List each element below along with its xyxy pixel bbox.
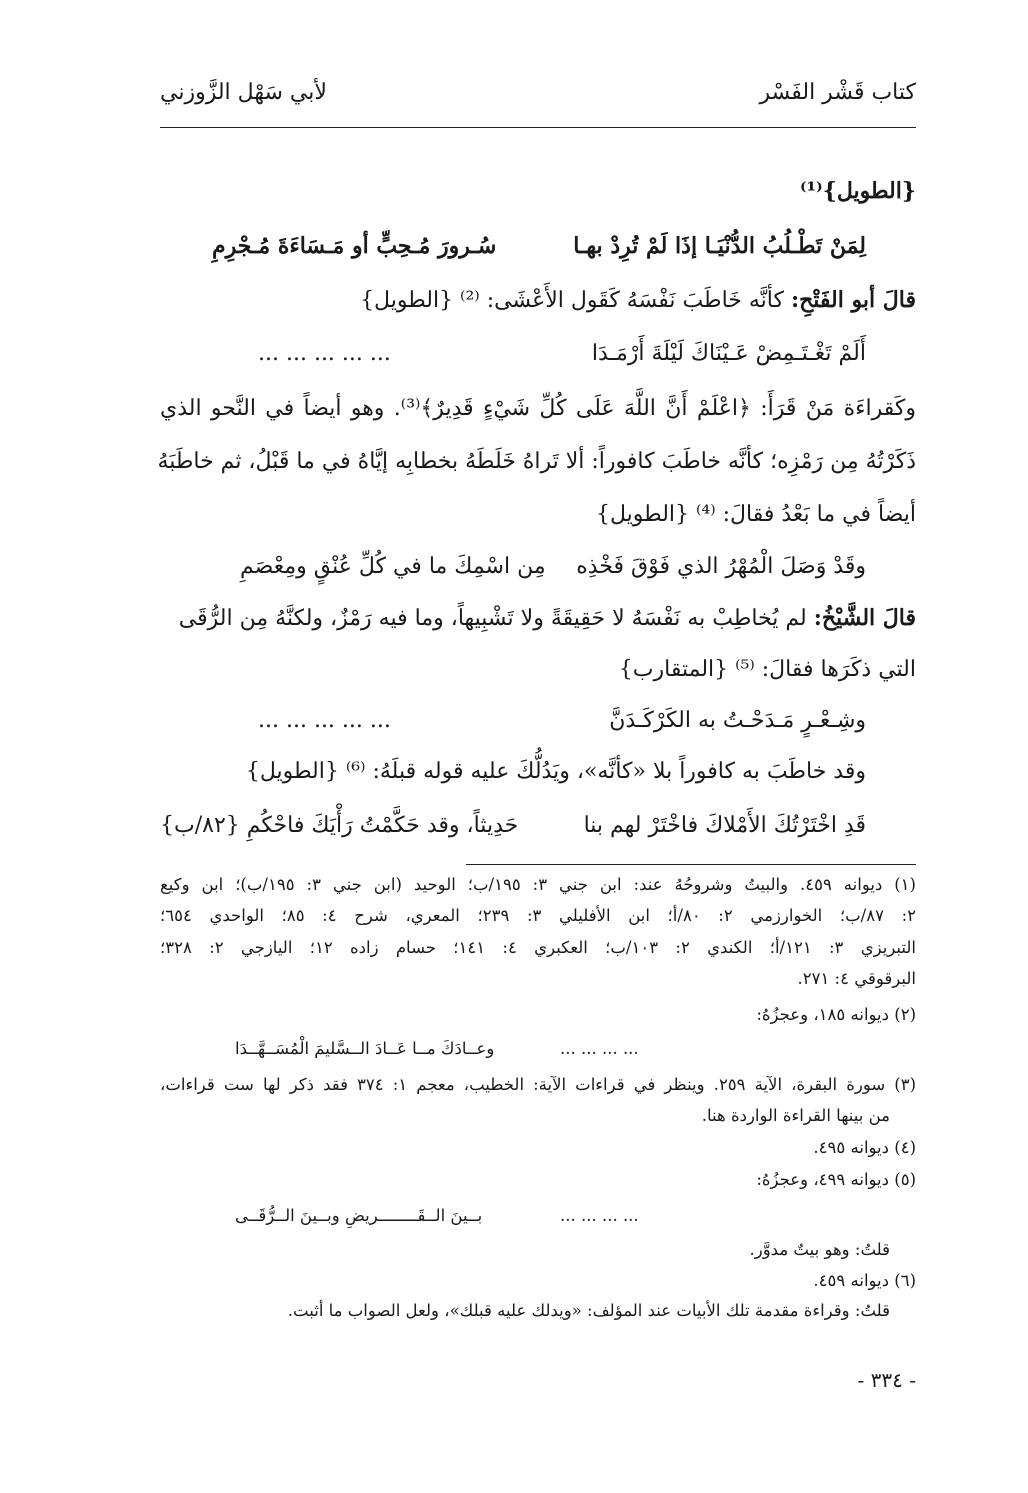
header-rule — [160, 127, 916, 128]
footnote-5-line-2: قلتُ: وهو بيتٌ مدوَّر. — [749, 1240, 890, 1259]
verse-3-first-hemistich: وقَدْ وَصَلَ الْمُهْرُ الذي فَوْقَ فَخْذِه — [576, 554, 866, 579]
footnote-5-verse-second: بــينَ الــقَــــــــريضِ وبــينَ الــرُّقَــى — [235, 1206, 483, 1225]
speaker-label: قالَ الشَّيْخُ: — [813, 605, 916, 631]
kafur-line: وقد خاطَبَ به كافوراً بلا «كأنَّه»، ويَدُلُّكَ عليه قوله قبلَهُ: ⁽⁶⁾ {الطويل} — [245, 759, 866, 784]
speaker-label: قالَ أبو الفَتْحِ: — [790, 287, 916, 313]
verse-3-second-hemistich: مِن اسْمِكَ ما في كُلِّ عُنْقٍ ومِعْصَمِ — [240, 554, 546, 579]
footnote-6-line-2: قلتُ: وقراءة مقدمة تلك الأبيات عند المؤلف: «ويدلك عليه قبلك»، ولعل الصواب ما أثبت. — [287, 1301, 890, 1320]
verse-4-second-hemistich: ... ... ... ... ... — [258, 708, 391, 733]
footnote-1-line-2: ٢: ٨٧/ب؛ الخوارزمي ٢: ٨٠/أ؛ ابن الأفليلي ٣: ٢٣٩؛ المعري، شرح ٤: ٨٥؛ الواحدي ٦٥٤؛ — [160, 906, 917, 925]
footnote-1-line-4: البرقوقي ٤: ٢٧١. — [797, 969, 916, 988]
footnote-5-line-1: (٥) ديوانه ٤٩٩، وعجزُهُ: — [756, 1170, 916, 1189]
footnote-4-line-1: (٤) ديوانه ٤٩٥. — [813, 1138, 916, 1157]
footnote-2-verse-first: ... ... ... ... — [560, 1039, 639, 1058]
footnote-1-line-1: (١) ديوانه ٤٥٩. والبيتُ وشروحُهُ عند: ابن جني ٣: ١٩٥/ب؛ الوحيد (ابن جني ٣: ١٩٥/ب)؛ ابن وكيع — [160, 875, 916, 894]
verse-2-second-hemistich: ... ... ... ... ... — [258, 341, 391, 366]
verse-4-first-hemistich: وشِـعْـرٍ مَـدَحْـتُ به الكَرْكَـدَنَّ — [609, 708, 866, 733]
shaykh-line-1 — [160, 602, 916, 635]
verse-1-second-hemistich: سُـرورَ مُـحِبٍّ أو مَـسَاءَةَ مُـجْرِمِ — [212, 233, 497, 259]
footnote-2-verse-second: وعــادَكَ مــا عَــادَ الــسَّليمَ الْمُسَــهَّــدَا — [235, 1039, 495, 1058]
footnote-5-verse-first: ... ... ... ... — [560, 1206, 639, 1225]
abu-al-fath-text: كأنَّه خَاطَبَ نَفْسَهُ كَقَول الأَعْشَى: ⁽²⁾ {الطويل} — [360, 288, 784, 313]
page-number: - ٣٣٤ - — [857, 1368, 916, 1392]
footnote-1-line-3: التبريزي ٣: ١٢١/أ؛ الكندي ٢: ١٠٣/ب؛ العكبري ٤: ١٤١؛ حسام زاده ١٢؛ اليازجي ٢: ٣٢٨؛ — [160, 938, 917, 957]
verse-1-first-hemistich: لِمَنْ تَطْـلُبُ الدُّنْيَـا إذَا لَمْ تُرِدْ بهـا — [573, 233, 866, 259]
paragraph-1-line-1: وكَقراءَة مَنْ قَرَأَ: ﴿اعْلَمْ أَنَّ اللَّهَ عَلَى كُلِّ شَيْءٍ قَدِيرٌ﴾⁽³⁾. وهو أيضاً في النَّحو الذي — [160, 396, 916, 421]
footnote-3-line-1: (٣) سورة البقرة، الآية ٢٥٩. وينظر في قراءات الآية: الخطيب، معجم ١: ٣٧٤ فقد ذكر لها ست قراءات، — [160, 1075, 916, 1094]
shaykh-line-2: التي ذكَرَها فقالَ: ⁽⁵⁾ {المتقارب} — [618, 657, 916, 682]
footnote-6-line-1: (٦) ديوانه ٤٥٩. — [813, 1271, 916, 1290]
meter-label: {الطويل}⁽¹⁾ — [799, 178, 916, 204]
footnote-rule — [466, 864, 916, 865]
abu-al-fath-line — [160, 284, 916, 317]
footnote-3-line-2: من بينها القراءة الواردة هنا. — [701, 1106, 890, 1125]
author-header: لأبي سَهْل الزَّوزني — [160, 80, 327, 105]
book-title-header: كتاب قَشْر الفَسْر — [759, 80, 916, 105]
verse-5-second-hemistich: حَدِيثاً، وقد حَكَّمْتُ رَأْيَكَ فاحْكُمِ {٨٢/ب} — [160, 813, 519, 838]
verse-5-first-hemistich: قَدِ اخْتَرْتُكَ الأَمْلاكَ فاخْتَرْ لهم بنا — [583, 813, 866, 838]
paragraph-1-line-3: أيضاً في ما بَعْدُ فقالَ: ⁽⁴⁾ {الطويل} — [596, 502, 916, 527]
paragraph-1-line-2: ذَكَرْتُهُ مِن رَمْزِه؛ كأنَّه خاطَبَ كافوراً: ألا تَراهُ خَلَطَهُ بخطابِه إيَّاهُ في ما قَبْلُ، ثم خاطَبَهُ — [157, 449, 916, 474]
shaykh-text: لم يُخاطِبْ به نَفْسَهُ لا حَقِيقَةً ولا تَشْبِيهاً، وما فيه رَمْزٌ، ولكنَّهُ مِن الرُّقَى — [178, 606, 807, 631]
footnote-2-line-1: (٢) ديوانه ١٨٥، وعجزُهُ: — [756, 1005, 916, 1024]
verse-2-first-hemistich: أَلَمْ تَغْـتَـمِضْ عَـيْنَاكَ لَيْلَةَ أَرْمَـدَا — [591, 341, 866, 366]
